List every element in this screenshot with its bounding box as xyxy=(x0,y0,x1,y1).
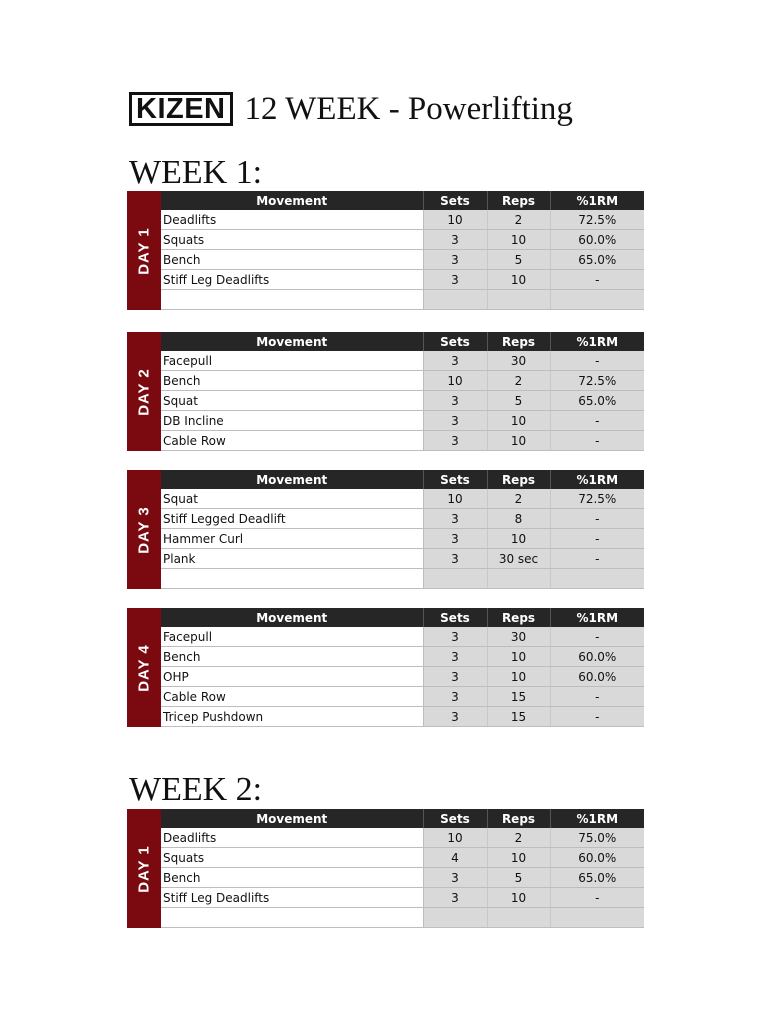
reps-cell: 2 xyxy=(487,210,550,230)
reps-cell: 5 xyxy=(487,868,550,888)
workout-table xyxy=(161,470,644,589)
table-row xyxy=(161,707,644,727)
sets-cell: 4 xyxy=(423,848,487,868)
rm-cell: 65.0% xyxy=(550,868,644,888)
reps-cell: 30 xyxy=(487,627,550,647)
movement-column-header: Movement xyxy=(161,809,423,828)
sets-cell: 3 xyxy=(423,667,487,687)
sets-cell: 3 xyxy=(423,351,487,371)
table-row xyxy=(161,569,644,589)
movement-cell: Cable Row xyxy=(161,431,423,451)
reps-cell: 10 xyxy=(487,888,550,908)
reps-column-header: Reps xyxy=(487,608,550,627)
reps-cell: 15 xyxy=(487,687,550,707)
sets-cell: 10 xyxy=(423,489,487,509)
movement-cell: Bench xyxy=(161,250,423,270)
movement-cell: Bench xyxy=(161,868,423,888)
table-row xyxy=(161,888,644,908)
reps-cell: 10 xyxy=(487,848,550,868)
reps-column-header: Reps xyxy=(487,809,550,828)
day-label-tab xyxy=(127,809,161,928)
rm-cell: 75.0% xyxy=(550,828,644,848)
movement-cell xyxy=(161,290,423,310)
sets-cell: 3 xyxy=(423,549,487,569)
rm-cell xyxy=(550,290,644,310)
sets-column-header: Sets xyxy=(423,332,487,351)
sets-column-header: Sets xyxy=(423,470,487,489)
day-label-tab xyxy=(127,191,161,310)
sets-cell: 3 xyxy=(423,529,487,549)
table-row xyxy=(161,411,644,431)
movement-cell: Bench xyxy=(161,371,423,391)
rm-cell: - xyxy=(550,888,644,908)
rm-cell: 65.0% xyxy=(550,391,644,411)
reps-cell xyxy=(487,908,550,928)
movement-cell: Facepull xyxy=(161,351,423,371)
rm-cell: 60.0% xyxy=(550,647,644,667)
movement-cell: Facepull xyxy=(161,627,423,647)
table-header-row xyxy=(161,191,644,210)
sets-cell: 3 xyxy=(423,627,487,647)
rm-cell: - xyxy=(550,627,644,647)
table-row xyxy=(161,290,644,310)
kizen-logo: KIZEN xyxy=(129,92,233,126)
sets-cell xyxy=(423,290,487,310)
table-row xyxy=(161,828,644,848)
rm-cell: 65.0% xyxy=(550,250,644,270)
table-row xyxy=(161,627,644,647)
rm-cell: 72.5% xyxy=(550,489,644,509)
table-row xyxy=(161,489,644,509)
sets-cell: 3 xyxy=(423,509,487,529)
table-row xyxy=(161,908,644,928)
rm-cell: - xyxy=(550,707,644,727)
reps-cell: 10 xyxy=(487,647,550,667)
workout-table xyxy=(161,332,644,451)
rm-cell: - xyxy=(550,687,644,707)
table-header-row xyxy=(161,332,644,351)
movement-column-header: Movement xyxy=(161,332,423,351)
table-row xyxy=(161,351,644,371)
document-header xyxy=(129,88,573,130)
table-header-row xyxy=(161,809,644,828)
movement-column-header: Movement xyxy=(161,191,423,210)
reps-cell: 10 xyxy=(487,667,550,687)
rm-cell: 72.5% xyxy=(550,210,644,230)
table-row xyxy=(161,667,644,687)
table-row xyxy=(161,549,644,569)
sets-cell: 3 xyxy=(423,411,487,431)
sets-cell xyxy=(423,569,487,589)
table-row xyxy=(161,529,644,549)
rm-cell xyxy=(550,908,644,928)
sets-column-header: Sets xyxy=(423,608,487,627)
table-row xyxy=(161,230,644,250)
rm-column-header: %1RM xyxy=(550,470,644,489)
sets-cell: 3 xyxy=(423,230,487,250)
reps-cell: 8 xyxy=(487,509,550,529)
movement-cell: Bench xyxy=(161,647,423,667)
reps-cell: 10 xyxy=(487,270,550,290)
table-row xyxy=(161,868,644,888)
week-2-title: WEEK 2: xyxy=(129,771,263,808)
movement-cell: Stiff Leg Deadlifts xyxy=(161,270,423,290)
rm-cell: 60.0% xyxy=(550,848,644,868)
movement-column-header: Movement xyxy=(161,608,423,627)
rm-column-header: %1RM xyxy=(550,608,644,627)
movement-cell: Tricep Pushdown xyxy=(161,707,423,727)
rm-cell: - xyxy=(550,549,644,569)
movement-cell xyxy=(161,908,423,928)
sets-cell: 10 xyxy=(423,828,487,848)
sets-cell: 3 xyxy=(423,250,487,270)
table-row xyxy=(161,391,644,411)
rm-cell: - xyxy=(550,351,644,371)
sets-cell xyxy=(423,908,487,928)
week-1-day-2-block xyxy=(127,332,644,451)
rm-cell: 60.0% xyxy=(550,230,644,250)
sets-column-header: Sets xyxy=(423,809,487,828)
rm-cell: - xyxy=(550,509,644,529)
week-2-day-1-block xyxy=(127,809,644,928)
table-row xyxy=(161,647,644,667)
reps-cell: 2 xyxy=(487,828,550,848)
reps-cell: 5 xyxy=(487,250,550,270)
rm-column-header: %1RM xyxy=(550,191,644,210)
movement-cell: Hammer Curl xyxy=(161,529,423,549)
week-1-title: WEEK 1: xyxy=(129,154,263,191)
movement-cell: Deadlifts xyxy=(161,210,423,230)
reps-cell xyxy=(487,569,550,589)
sets-cell: 3 xyxy=(423,868,487,888)
rm-cell: 72.5% xyxy=(550,371,644,391)
week-1-day-1-block xyxy=(127,191,644,310)
sets-cell: 3 xyxy=(423,647,487,667)
sets-cell: 3 xyxy=(423,687,487,707)
reps-cell: 15 xyxy=(487,707,550,727)
movement-cell: Squats xyxy=(161,230,423,250)
sets-cell: 3 xyxy=(423,270,487,290)
rm-column-header: %1RM xyxy=(550,809,644,828)
movement-cell: Squats xyxy=(161,848,423,868)
movement-cell: Stiff Leg Deadlifts xyxy=(161,888,423,908)
rm-column-header: %1RM xyxy=(550,332,644,351)
reps-cell: 2 xyxy=(487,371,550,391)
day-label: DAY 3 xyxy=(135,505,153,554)
table-header-row xyxy=(161,608,644,627)
reps-cell xyxy=(487,290,550,310)
week-1-day-3-block xyxy=(127,470,644,589)
workout-table xyxy=(161,191,644,310)
reps-cell: 10 xyxy=(487,529,550,549)
movement-cell xyxy=(161,569,423,589)
day-label-tab xyxy=(127,332,161,451)
movement-cell: Stiff Legged Deadlift xyxy=(161,509,423,529)
rm-cell: - xyxy=(550,270,644,290)
sets-cell: 3 xyxy=(423,707,487,727)
table-header-row xyxy=(161,470,644,489)
reps-cell: 30 xyxy=(487,351,550,371)
rm-cell: - xyxy=(550,411,644,431)
sets-cell: 10 xyxy=(423,210,487,230)
movement-cell: Deadlifts xyxy=(161,828,423,848)
rm-cell: - xyxy=(550,529,644,549)
day-label: DAY 2 xyxy=(135,367,153,416)
movement-cell: Squat xyxy=(161,391,423,411)
reps-cell: 30 sec xyxy=(487,549,550,569)
day-label: DAY 1 xyxy=(135,226,153,275)
reps-cell: 10 xyxy=(487,411,550,431)
table-row xyxy=(161,687,644,707)
workout-table xyxy=(161,608,644,727)
table-row xyxy=(161,250,644,270)
workout-table xyxy=(161,809,644,928)
sets-cell: 10 xyxy=(423,371,487,391)
reps-column-header: Reps xyxy=(487,191,550,210)
day-label-tab xyxy=(127,470,161,589)
day-label: DAY 4 xyxy=(135,643,153,692)
movement-column-header: Movement xyxy=(161,470,423,489)
week-1-day-4-block xyxy=(127,608,644,727)
movement-cell: Plank xyxy=(161,549,423,569)
sets-cell: 3 xyxy=(423,431,487,451)
table-row xyxy=(161,431,644,451)
day-label-tab xyxy=(127,608,161,727)
movement-cell: DB Incline xyxy=(161,411,423,431)
movement-cell: OHP xyxy=(161,667,423,687)
reps-cell: 2 xyxy=(487,489,550,509)
table-row xyxy=(161,270,644,290)
reps-column-header: Reps xyxy=(487,470,550,489)
table-row xyxy=(161,371,644,391)
sets-cell: 3 xyxy=(423,888,487,908)
program-title: 12 WEEK - Powerlifting xyxy=(244,90,573,127)
reps-column-header: Reps xyxy=(487,332,550,351)
reps-cell: 10 xyxy=(487,431,550,451)
rm-cell: 60.0% xyxy=(550,667,644,687)
table-row xyxy=(161,848,644,868)
movement-cell: Squat xyxy=(161,489,423,509)
movement-cell: Cable Row xyxy=(161,687,423,707)
table-row xyxy=(161,210,644,230)
rm-cell xyxy=(550,569,644,589)
reps-cell: 10 xyxy=(487,230,550,250)
sets-column-header: Sets xyxy=(423,191,487,210)
day-label: DAY 1 xyxy=(135,844,153,893)
sets-cell: 3 xyxy=(423,391,487,411)
table-row xyxy=(161,509,644,529)
reps-cell: 5 xyxy=(487,391,550,411)
rm-cell: - xyxy=(550,431,644,451)
